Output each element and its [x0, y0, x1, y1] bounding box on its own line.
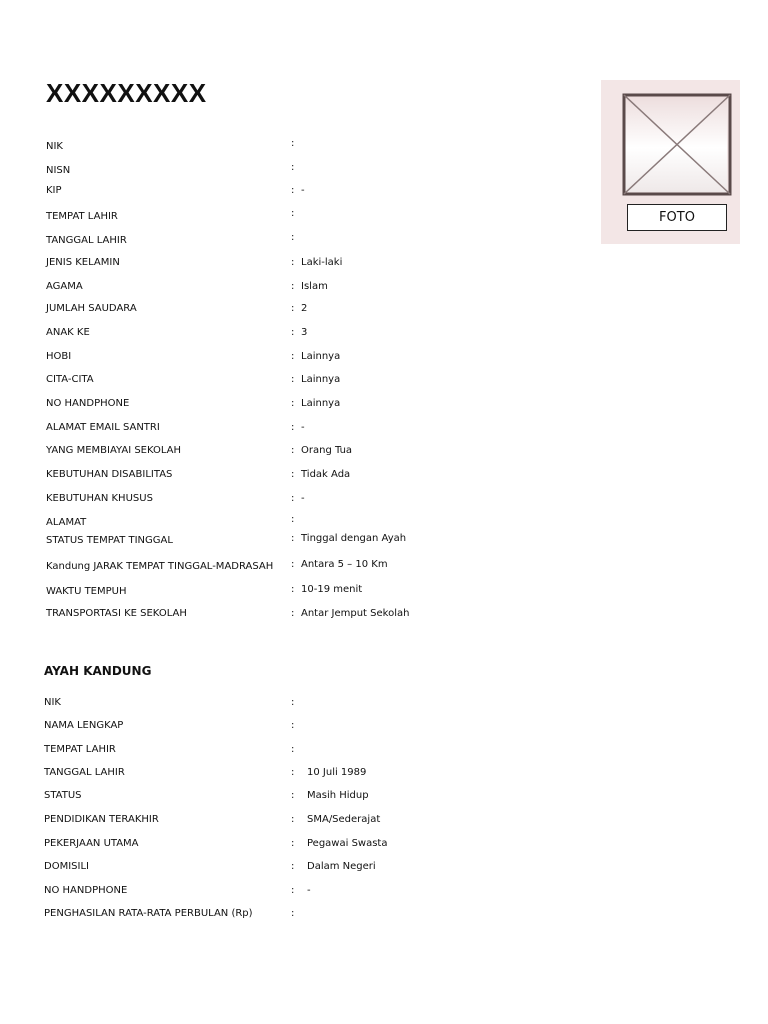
field-value: Tidak Ada: [301, 469, 351, 480]
field-value: Dalam Negeri: [307, 861, 376, 872]
field-colon: :: [291, 814, 295, 825]
field-value: Masih Hidup: [307, 790, 369, 801]
field-label: KIP: [46, 185, 62, 196]
field-label: ANAK KE: [46, 327, 90, 338]
field-colon: :: [291, 697, 295, 708]
field-value: -: [301, 185, 305, 196]
field-label: PENDIDIKAN TERAKHIR: [44, 814, 159, 825]
field-label: NISN: [46, 165, 71, 176]
field-colon: :: [291, 533, 295, 544]
field-colon: :: [291, 185, 295, 196]
field-label: PENGHASILAN RATA-RATA PERBULAN (Rp): [44, 908, 253, 919]
field-label: NIK: [44, 697, 61, 708]
field-label: NIK: [46, 141, 63, 152]
field-colon: :: [291, 351, 295, 362]
field-label: NO HANDPHONE: [44, 885, 128, 896]
field-label: CITA-CITA: [46, 374, 94, 385]
field-label: KEBUTUHAN DISABILITAS: [46, 469, 173, 480]
field-colon: :: [291, 469, 295, 480]
field-value: 10-19 menit: [301, 584, 363, 595]
field-colon: :: [291, 374, 295, 385]
photo-label: FOTO: [627, 204, 727, 231]
field-value: Orang Tua: [301, 445, 353, 456]
field-colon: :: [291, 584, 295, 595]
field-colon: :: [291, 327, 295, 338]
field-label: NO HANDPHONE: [46, 398, 130, 409]
field-label: Kandung JARAK TEMPAT TINGGAL-MADRASAH: [46, 561, 274, 572]
field-value: Laki-laki: [301, 257, 343, 268]
field-colon: :: [291, 232, 295, 243]
field-colon: :: [291, 790, 295, 801]
field-label: TRANSPORTASI KE SEKOLAH: [46, 608, 187, 619]
field-label: NAMA LENGKAP: [44, 720, 124, 731]
field-colon: :: [291, 398, 295, 409]
field-colon: :: [291, 162, 295, 173]
field-value: 2: [301, 303, 308, 314]
field-colon: :: [291, 138, 295, 149]
field-label: DOMISILI: [44, 861, 89, 872]
field-value: -: [301, 422, 305, 433]
page-title: XXXXXXXXX: [46, 78, 207, 108]
field-label: YANG MEMBIAYAI SEKOLAH: [46, 445, 182, 456]
field-label: STATUS: [44, 790, 82, 801]
field-colon: :: [291, 838, 295, 849]
field-value: Antar Jemput Sekolah: [301, 608, 410, 619]
field-colon: :: [291, 422, 295, 433]
field-value: Antara 5 – 10 Km: [301, 559, 388, 570]
field-colon: :: [291, 885, 295, 896]
field-label: KEBUTUHAN KHUSUS: [46, 493, 153, 504]
field-colon: :: [291, 257, 295, 268]
field-colon: :: [291, 744, 295, 755]
field-colon: :: [291, 493, 295, 504]
field-label: HOBI: [46, 351, 72, 362]
field-value: -: [301, 493, 305, 504]
field-label: TANGGAL LAHIR: [44, 767, 125, 778]
field-label: WAKTU TEMPUH: [46, 586, 127, 597]
field-colon: :: [291, 559, 295, 570]
field-label: PEKERJAAN UTAMA: [44, 838, 139, 849]
field-value: Pegawai Swasta: [307, 838, 388, 849]
photo-placeholder: [601, 80, 740, 244]
field-colon: :: [291, 445, 295, 456]
field-value: 10 Juli 1989: [307, 767, 367, 778]
field-colon: :: [291, 720, 295, 731]
field-value: 3: [301, 327, 308, 338]
field-label: AGAMA: [46, 281, 83, 292]
field-colon: :: [291, 303, 295, 314]
father-section-title: AYAH KANDUNG: [44, 664, 152, 678]
field-label: JENIS KELAMIN: [46, 257, 120, 268]
field-value: SMA/Sederajat: [307, 814, 381, 825]
field-value: Tinggal dengan Ayah: [301, 533, 407, 544]
field-label: STATUS TEMPAT TINGGAL: [46, 535, 173, 546]
field-colon: :: [291, 208, 295, 219]
field-colon: :: [291, 861, 295, 872]
field-label: ALAMAT: [46, 517, 87, 528]
field-label: TANGGAL LAHIR: [46, 235, 127, 246]
field-label: TEMPAT LAHIR: [44, 744, 116, 755]
field-colon: :: [291, 514, 295, 525]
field-value: Islam: [301, 281, 328, 292]
field-colon: :: [291, 281, 295, 292]
field-value: Lainnya: [301, 374, 341, 385]
field-colon: :: [291, 608, 295, 619]
field-value: -: [307, 885, 311, 896]
field-colon: :: [291, 767, 295, 778]
field-label: TEMPAT LAHIR: [46, 211, 118, 222]
field-colon: :: [291, 908, 295, 919]
field-label: JUMLAH SAUDARA: [46, 303, 137, 314]
field-value: Lainnya: [301, 398, 341, 409]
field-value: Lainnya: [301, 351, 341, 362]
field-label: ALAMAT EMAIL SANTRI: [46, 422, 160, 433]
